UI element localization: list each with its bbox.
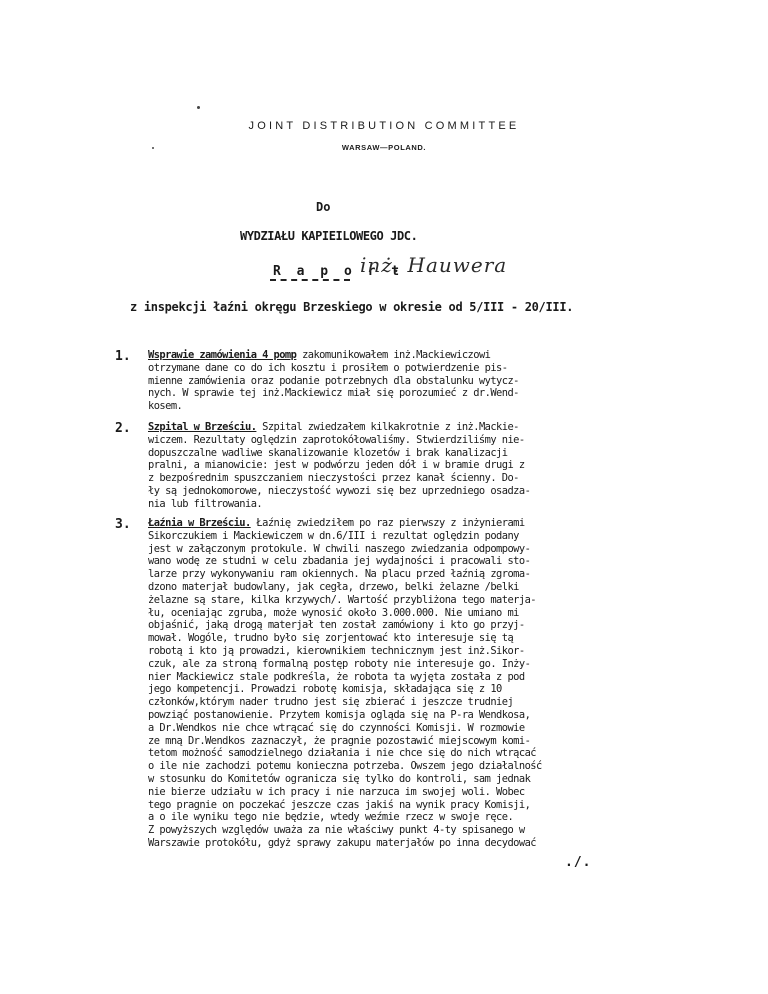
item-number: 3. [115,517,131,532]
paper-speck [152,147,154,149]
item-number: 1. [115,349,131,364]
recipient-to: Do [316,200,331,214]
letterhead-location: WARSAW—POLAND. [341,143,427,152]
item-heading: Łaźnia w Brześciu. [148,517,251,529]
item-heading: Wsprawie zamówienia 4 pomp [148,349,297,361]
letterhead-organization: JOINT DISTRIBUTION COMMITTEE [248,120,520,132]
title-underline [270,279,350,281]
item-body [148,421,648,511]
item-body [148,517,648,850]
continuation-mark: ./. [565,855,592,870]
item-text: zakomunikowałem inż.Mackiewiczowi otrzymane dane co do ich kosztu i prosiłem o potwierdzenie pis- mienne zamówienia oraz podanie potrzebnych dla obstalunku wytycz- nych. W sprawie tej inż.Mackiewicz miał się porozumieć z dr.Wend- kosem. [148,349,519,413]
item-body [148,349,648,413]
item-text: Szpital zwiedzałem kilkakrotnie z inż.Mackie- wiczem. Rezultaty oględzin zaprotokółowaliśmy. Stwierdziliśmy nie- dopuszczalne wadliwe skanalizowanie klozetów i brak kanalizacji pralni, a mianowicie: jest w podwórzu jeden dół i w bramie drugi z z bezpośrednim spuszczaniem nieczystości przez kanał ścienny. Do- ły są jednokomorowe, nieczystość wywozi się bez uprzedniego osadza- nia lub filtrowania. [148,421,531,510]
item-heading: Szpital w Brześciu. [148,421,257,433]
report-subtitle: z inspekcji łaźni okręgu Brzeskiego w okresie od 5/III - 20/III. [130,300,574,314]
recipient-department: WYDZIAŁU KAPIEILOWEGO JDC. [240,229,418,243]
paper-speck [197,106,200,109]
title-word: R a p o r t [273,264,404,279]
item-number: 2. [115,421,131,436]
item-text: Łaźnię zwiedziłem po raz pierwszy z inżynierami Sikorczukiem i Mackiewiczem w dn.6/III i rezultat oględzin podany jest w załączonym protokule. W chwili naszego zwiedzania odpompowy- wano wodę ze studni w celu zbadania jej wydajności i pracowali sto- larze przy wykonywaniu ram okiennych. Na placu przed łaźnią zgroma- dzono materjał budowlany, jak cegła, drzewo, belki żelazne /belki żelazne są stare, kilka krzywych/. Wartość przybliżona tego materja- łu, oceniając zgruba, może wynosić około 3.000.000. Nie umiano mi objaśnić, jaką drogą materjał ten został zamówiony i kto go przyj- mował. Wogóle, trudno było się zorjentować kto interesuje się tą robotą i kto ją prowadzi, kierownikiem technicznym jest inż.Sikor- czuk, ale za stroną formalną postęp roboty nie interesuje go. Inży- nier Mackiewicz stale podkreśla, że robota ta wyjęta została z pod jego kompetencji. Prowadzi robotę komisja, składająca się z 10 członków,którym nader trudno jest się zbierać i jeszcze trudniej powziąć postanowienie. Przytem komisja ogląda się na P-ra Wendkosa, a Dr.Wendkos nie chce wtrącać się do czynności Komisji. W rozmowie ze mną Dr.Wendkos zaznaczył, że pragnie pozostawić miejscowym komi- tetom możność samodzielnego działania i nie chce się do nich wtrącać o ile nie zachodzi potemu konieczna potrzeba. Owszem jego działalność w stosunku do Komitetów ogranicza się tylko do kontroli, sam jednak nie bierze udziału w ich pracy i nie narzuca im swojej woli. Wobec tego pragnie on poczekać jeszcze czas jakiś na wynik pracy Komisji, a o ile wyniku tego nie będzie, wtedy weźmie rzecz w swoje ręce. Z powyższych względów uważa za nie właściwy punkt 4-ty spisanego w Warszawie protokółu, gdyż sprawy zakupu materjałów po inna decydować [148,517,542,849]
handwritten-annotation: inż. Hauwera [360,253,508,277]
